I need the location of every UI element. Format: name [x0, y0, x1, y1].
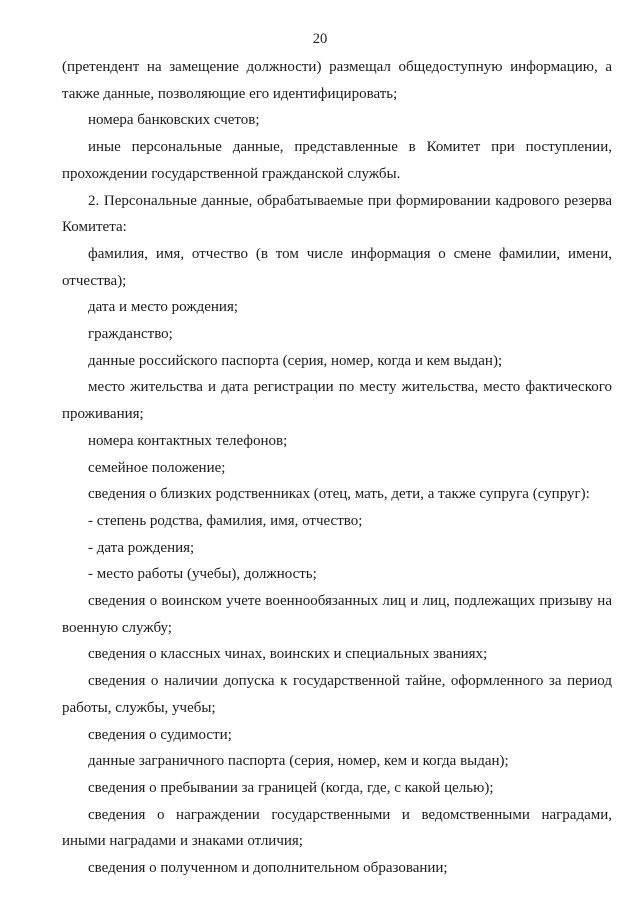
paragraph: (претендент на замещение должности) размещал общедоступную информацию, а	[62, 59, 612, 75]
paragraph: сведения о классных чинах, воинских и специальных званиях;	[88, 646, 488, 663]
paragraph: сведения о судимости;	[88, 726, 232, 743]
document-body	[62, 54, 612, 882]
paragraph: сведения о награждении государственными и ведомственными наградами, иными наградами и знаками отличия;	[62, 806, 612, 850]
paragraph: номера контактных телефонов;	[88, 432, 288, 449]
paragraph: также данные, позволяющие его идентифицировать;	[62, 85, 398, 102]
paragraph: дата и место рождения;	[88, 299, 239, 316]
paragraph: семейное положение;	[88, 459, 226, 476]
page-number: 20	[312, 31, 328, 47]
paragraph: - дата рождения;	[88, 539, 195, 556]
paragraph: иные персональные данные, представленные в Комитет при поступлении, прохождении государственной гражданской службы.	[62, 139, 612, 182]
paragraph: сведения о полученном и дополнительном образовании;	[88, 860, 448, 877]
paragraph: сведения о воинском учете военнообязанных лиц и лиц, подлежащих призыву на военную службу;	[62, 593, 612, 636]
paragraph: сведения о пребывании за границей (когда, где, с какой целью);	[88, 779, 494, 796]
paragraph: - место работы (учебы), должность;	[88, 566, 317, 583]
paragraph: 2. Персональные данные, обрабатываемые при формировании кадрового резерва Комитета:	[62, 192, 612, 236]
paragraph: - степень родства, фамилия, имя, отчество;	[88, 512, 363, 529]
paragraph: сведения о близких родственниках (отец, мать, дети, а также супруга (супруг):	[88, 486, 590, 503]
paragraph: данные заграничного паспорта (серия, номер, кем и когда выдан);	[88, 753, 509, 770]
paragraph: фамилия, имя, отчество (в том числе информация о смене фамилии, имени, отчества);	[62, 245, 612, 289]
paragraph: номера банковских счетов;	[88, 112, 260, 129]
paragraph: гражданство;	[88, 326, 173, 343]
paragraph: данные российского паспорта (серия, номер, когда и кем выдан);	[88, 352, 503, 369]
paragraph: сведения о наличии допуска к государственной тайне, оформленного за период работы, службы, учебы;	[62, 673, 612, 716]
paragraph: место жительства и дата регистрации по месту жительства, место фактического проживания;	[62, 379, 612, 423]
